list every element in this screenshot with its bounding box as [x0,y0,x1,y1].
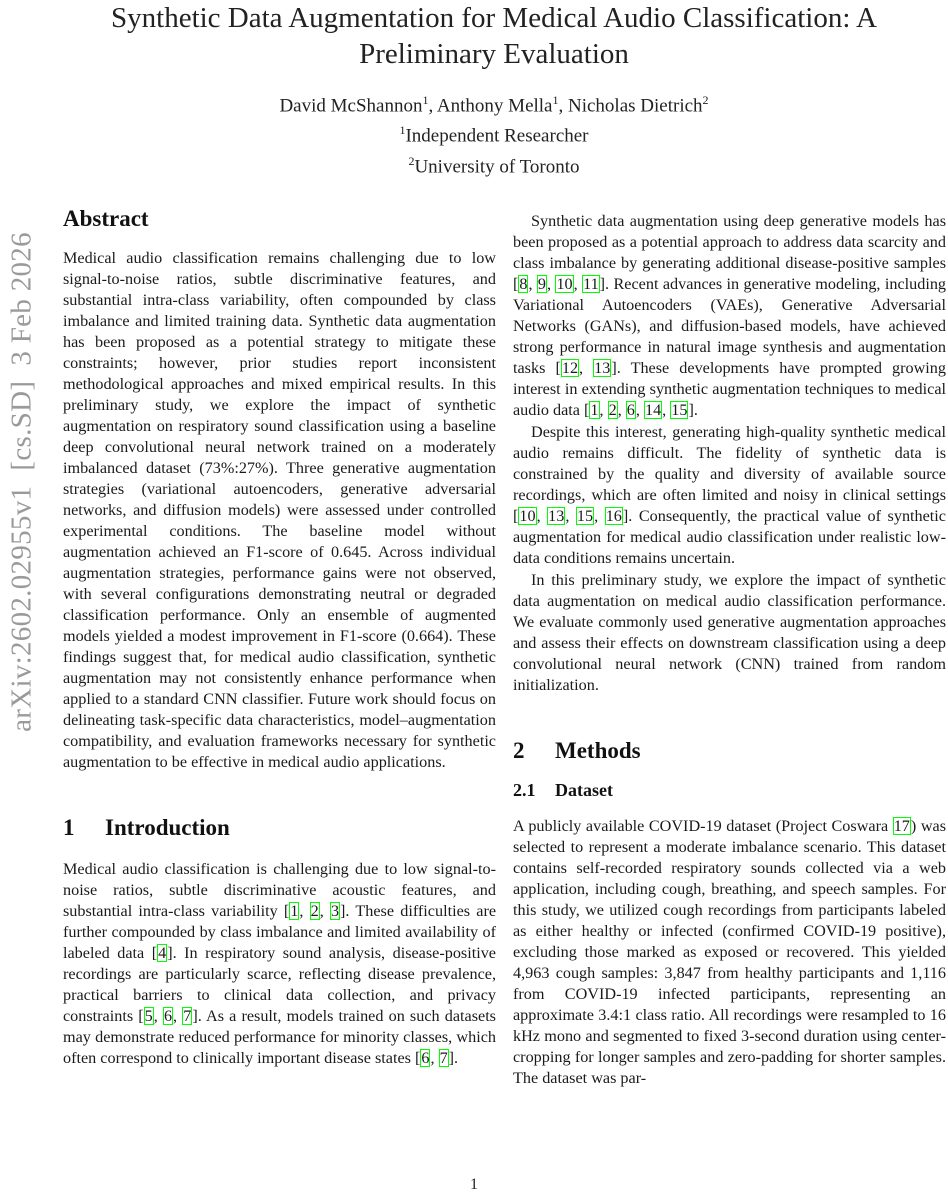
intro-paragraph-2: Synthetic data augmentation using deep generative models has been proposed as a potential approach to address data scarcity and class imbalance by generating additional disease-positive samples [8, 9, 10, 11]. Recent advances in generative modeling, including Variational Autoencoders (VAEs), Generative Adversarial Networks (GANs), and diffusion-based models, have achieved strong performance in natural image synthesis and augmentation tasks [12, 13]. These developments have prompted growing interest in extending synthetic augmentation techniques to medical audio data [1, 2, 6, 14, 15]. [513,212,947,419]
citation-link[interactable]: 12 [561,359,579,377]
abstract-heading: Abstract [63,206,149,231]
citation-link[interactable]: 6 [421,1049,430,1067]
abstract-text: Medical audio classification remains challenging due to low signal-to-noise ratios, subtle discriminative features, and substantial intra-class variability, often compounded by class imbalance and limited training data. Synthetic data augmentation has been proposed as a potential strategy to mitigate these constraints; however, prior studies report inconsistent methodological approaches and mixed empirical results. In this preliminary study, we explore the impact of synthetic augmentation on respiratory sound classification using a baseline deep convolutional neural network trained on a moderately imbalanced dataset (73%:27%). Three generative augmentation strategies (variational autoencoders, generative adversarial networks, and diffusion models) were assessed under controlled experimental conditions. The baseline model without augmentation achieved an F1-score of 0.645. Across individual augmentation strategies, performance gains were not observed, with several configurations demonstrating neutral or degraded classification performance. Only an ensemble of augmented models yielded a modest improvement in F1-score (0.664). These findings suggest that, for medical audio classification, synthetic augmentation may not consistently enhance performance when applied to a standard CNN classifier. Future work should focus on delineating task-specific data characteristics, model–augmentation compatibility, and evaluation frameworks necessary for synthetic augmentation to be effective in medical audio applications. [63,249,496,771]
citation-link[interactable]: 5 [144,1007,153,1025]
affil-mark: 1 [552,93,559,107]
left-column [63,200,496,1069]
author-name: Anthony Mella [436,95,553,117]
intro-paragraph-4: In this preliminary study, we explore the impact of synthetic data augmentation on medical audio classification performance. We evaluate commonly used generative augmentation approaches and assess their effects on downstream classification using a deep convolutional neural network (CNN) trained from random initialization. [513,571,946,694]
intro-paragraph-3: Despite this interest, generating high-quality synthetic medical audio remains difficult. The fidelity of synthetic data is constrained by the quality and diversity of available source recordings, which are often limited and noisy in clinical settings [10, 13, 15, 16]. Consequently, the practical value of synthetic augmentation for medical audio classification under realistic low-data conditions remains uncertain. [513,423,946,567]
citation-link[interactable]: 9 [537,275,547,293]
citation-link[interactable]: 6 [163,1007,173,1025]
section-heading-methods: 2 Methods [513,738,641,763]
citation-link[interactable]: 4 [158,944,167,962]
citation-link[interactable]: 8 [519,275,528,293]
citation-link[interactable]: 15 [576,507,594,525]
citation-link[interactable]: 15 [671,401,688,419]
citation-link[interactable]: 3 [330,902,340,920]
citation-link[interactable]: 7 [183,1007,192,1025]
page-number: 1 [470,1176,478,1193]
citation-link[interactable]: 13 [548,507,565,525]
right-column [513,211,946,1089]
affil-mark: 1 [422,93,429,107]
author-name: David McShannon [279,95,423,117]
citation-link[interactable]: 2 [310,902,319,920]
citation-link[interactable]: 10 [519,507,536,525]
section-heading-introduction: 1 Introduction [63,815,230,840]
author-list: David McShannon$^1$, Anthony Mella$^1$, Nicholas Dietrich$^2$ [279,93,709,117]
citation-link[interactable]: 17 [893,817,910,835]
arxiv-stamp: arXiv:2602.02955v1 [cs.SD] 3 Feb 2026 [5,232,38,732]
author-block [60,88,928,179]
citation-link[interactable]: 13 [594,359,611,377]
citation-link[interactable]: 1 [590,401,599,419]
affiliation: $^1$Independent Researcher [399,123,589,147]
affil-mark: 2 [702,93,709,107]
affiliation: $^2$University of Toronto [408,153,580,177]
arxiv-stamp-container [4,232,40,732]
citation-link[interactable]: 7 [439,1049,448,1067]
citation-link[interactable]: 10 [556,275,573,293]
citation-link[interactable]: 14 [644,401,662,419]
citation-link[interactable]: 1 [290,902,299,920]
citation-link[interactable]: 6 [626,401,635,419]
paper-title: Synthetic Data Augmentation for Medical Audio Classification: A Preliminary Evaluation [111,2,877,70]
citation-link[interactable]: 11 [583,275,599,293]
citation-link[interactable]: 16 [605,507,622,525]
subsection-heading-dataset: 2.1 Dataset [513,780,613,800]
citation-link[interactable]: 2 [608,401,617,419]
dataset-paragraph: A publicly available COVID-19 dataset (Project Coswara 17) was selected to represent a moderate imbalance scenario. This dataset contains self-recorded respiratory sounds collected via a web application, including cough, breathing, and speech samples. For this study, we utilized cough recordings from participants labeled as either healthy or infected (confirmed COVID-19 positive), excluding those marked as exposed or recovered. This yielded 4,963 cough samples: 3,847 from healthy participants and 1,116 from COVID-19 infected participants, representing an approximate 3.4:1 class ratio. All recordings were resampled to 16 kHz mono and segmented to fixed 3-second duration using center-cropping for longer samples and zero-padding for shorter samples. The dataset was par- [513,817,946,1087]
intro-paragraph-1: Medical audio classification is challenging due to low signal-to-noise ratios, subtle discriminative acoustic features, and substantial intra-class variability [1, 2, 3]. These difficulties are further compounded by class imbalance and limited availability of labeled data [4]. In respiratory sound analysis, disease-positive recordings are particularly scarce, reflecting disease prevalence, practical barriers to clinical data collection, and privacy constraints [5, 6, 7]. As a result, models trained on such datasets may demonstrate reduced performance for minority classes, which often correspond to clinically important disease states [6, 7]. [63,860,497,1067]
author-name: Nicholas Dietrich [568,95,703,117]
